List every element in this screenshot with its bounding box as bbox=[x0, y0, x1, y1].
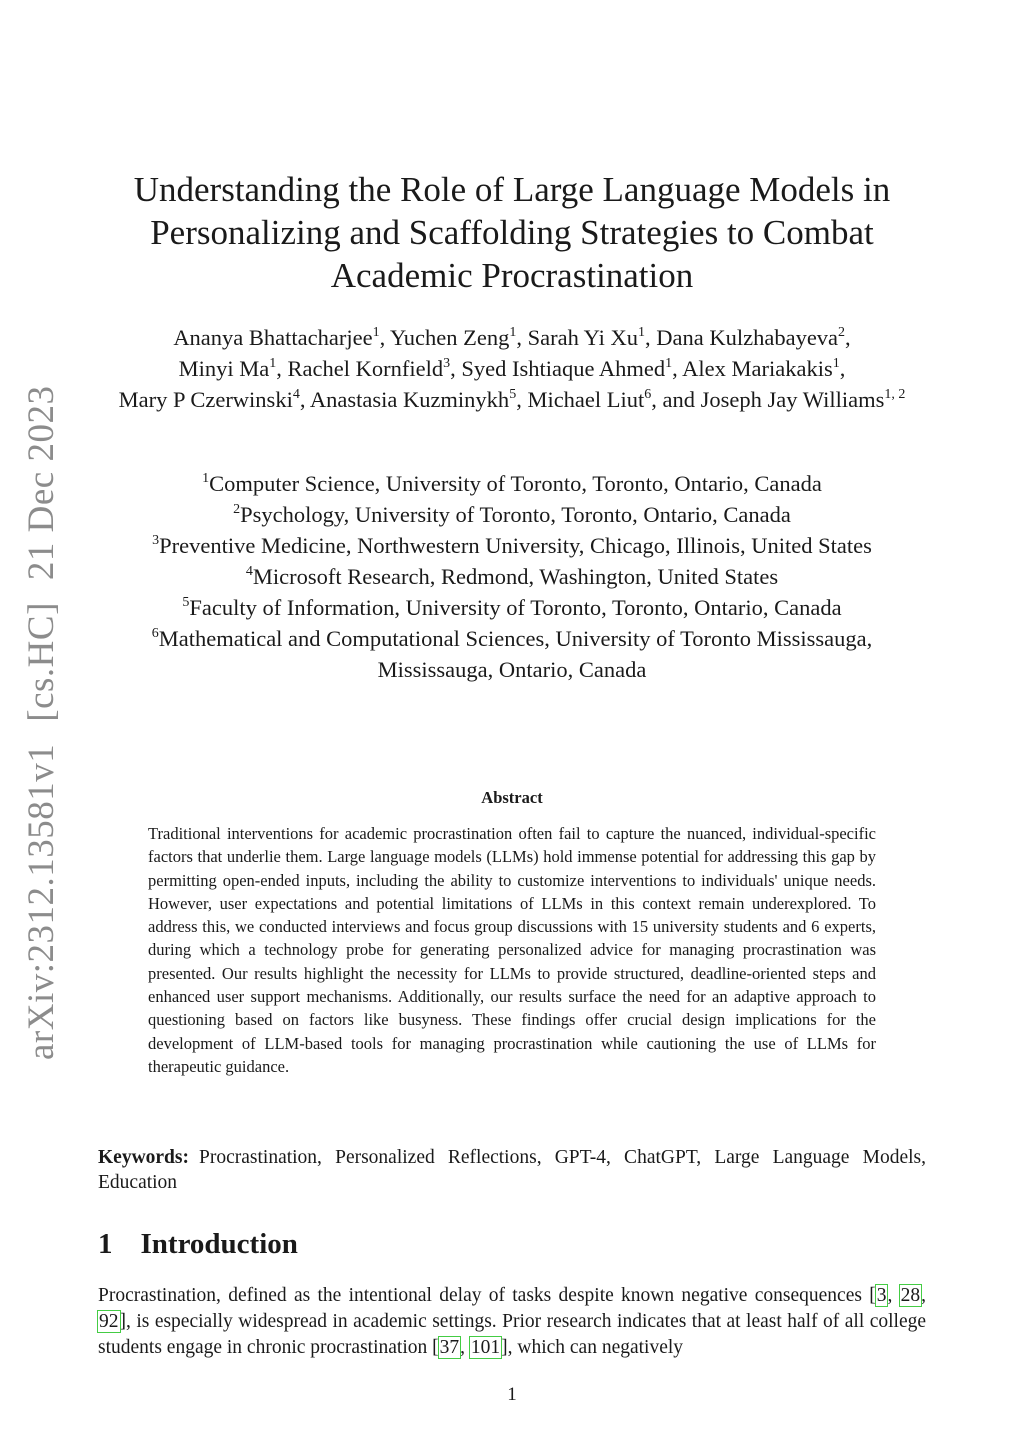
affiliation-text: Mathematical and Computational Sciences, University of Toronto Mississauga, Mississauga, Ontario, Canada bbox=[158, 626, 873, 682]
affiliation bbox=[110, 592, 914, 623]
author-name: Syed Ishtiaque Ahmed bbox=[461, 356, 666, 381]
keywords bbox=[98, 1145, 926, 1195]
affiliation-number: 5 bbox=[182, 595, 190, 610]
citation-link[interactable]: 101 bbox=[470, 1337, 501, 1358]
author-affiliation-mark: 1 bbox=[269, 356, 277, 371]
author-line: Mary P Czerwinski$^4$, Anastasia Kuzminykh$^5$, Michael Liut$^6$, and Joseph Jay Williams$^{1, 2}$ bbox=[118, 387, 906, 412]
affiliation bbox=[110, 623, 914, 685]
affiliation bbox=[110, 530, 914, 561]
abstract-heading: Abstract bbox=[481, 788, 543, 807]
affiliation-number: 1 bbox=[202, 471, 210, 486]
keywords-text: Procrastination, Personalized Reflections, GPT-4, ChatGPT, Large Language Models, Education bbox=[98, 1147, 926, 1193]
author-name: Michael Liut bbox=[527, 387, 645, 412]
citation-link[interactable]: 92 bbox=[99, 1311, 119, 1332]
affiliation-text: Microsoft Research, Redmond, Washington, United States bbox=[252, 564, 779, 589]
affiliation-number: 2 bbox=[233, 502, 241, 517]
author-list bbox=[100, 322, 924, 415]
abstract-body: Traditional interventions for academic procrastination often fail to capture the nuanced, individual-specific factors that underlie them. Large language models (LLMs) hold immense potential for addressing this gap by permitting open-ended inputs, including the ability to customize interventions to individuals' unique needs. However, user expectations and potential limitations of LLMs in this context remain underexplored. To address this, we conducted interviews and focus group discussions with 15 university students and 6 experts, during which a technology probe for generating personalized advice for managing procrastination was presented. Our results highlight the necessity for LLMs to provide structured, deadline-oriented steps and enhanced user support mechanisms. Additionally, our results surface the need for an adaptive approach to questioning based on factors like busyness. These findings offer crucial design implications for the development of LLM-based tools for managing procrastination while cautioning the use of LLMs for therapeutic guidance. bbox=[148, 824, 876, 1076]
intro-text: Procrastination, defined as the intentional delay of tasks despite known negative consequences bbox=[98, 1285, 870, 1306]
affiliation-number: 4 bbox=[245, 564, 253, 579]
author-name: Anastasia Kuzminykh bbox=[309, 387, 510, 412]
affiliation-text: Faculty of Information, University of Toronto, Toronto, Ontario, Canada bbox=[189, 595, 842, 620]
title-line: Personalizing and Scaffolding Strategies to Combat bbox=[150, 213, 874, 252]
affiliation-list bbox=[110, 468, 914, 685]
author-name: Dana Kulzhabayeva bbox=[656, 325, 839, 350]
citation-link[interactable]: 3 bbox=[876, 1285, 887, 1306]
author-name: Ananya Bhattacharjee bbox=[173, 325, 373, 350]
author-affiliation-mark: 1 bbox=[509, 325, 517, 340]
section-heading bbox=[98, 1228, 298, 1261]
author-affiliation-mark: 3 bbox=[443, 356, 451, 371]
author-affiliation-mark: 5 bbox=[509, 387, 517, 402]
page-number: 1 bbox=[507, 1384, 517, 1405]
affiliation-text: Computer Science, University of Toronto, Toronto, Ontario, Canada bbox=[209, 471, 822, 496]
author-name: Sarah Yi Xu bbox=[527, 325, 639, 350]
paper-title bbox=[100, 168, 924, 297]
author-affiliation-mark: 4 bbox=[292, 387, 300, 402]
affiliation bbox=[110, 499, 914, 530]
affiliation-text: Psychology, University of Toronto, Toronto, Ontario, Canada bbox=[240, 502, 791, 527]
author-affiliation-mark: 6 bbox=[644, 387, 652, 402]
intro-text: , which can negatively bbox=[507, 1337, 684, 1358]
author-name: Mary P Czerwinski bbox=[118, 387, 293, 412]
affiliation bbox=[110, 561, 914, 592]
author-line: Ananya Bhattacharjee$^1$, Yuchen Zeng$^1$, Sarah Yi Xu$^1$, Dana Kulzhabayeva$^2$, bbox=[173, 325, 851, 350]
citation-link[interactable]: 28 bbox=[900, 1285, 921, 1306]
section-title: Introduction bbox=[140, 1228, 298, 1260]
author-name: Minyi Ma bbox=[178, 356, 270, 381]
affiliation-text: Preventive Medicine, Northwestern University, Chicago, Illinois, United States bbox=[159, 533, 872, 558]
arxiv-sidebar-stamp bbox=[20, 385, 63, 1060]
title-line: Understanding the Role of Large Language Models in bbox=[133, 170, 891, 209]
affiliation-number: 3 bbox=[152, 533, 160, 548]
author-name: Yuchen Zeng bbox=[390, 325, 510, 350]
author-name: Joseph Jay Williams bbox=[700, 387, 885, 412]
keywords-label: Keywords: bbox=[98, 1147, 189, 1168]
author-affiliation-mark: 1 bbox=[665, 356, 673, 371]
author-affiliation-mark: 1 bbox=[638, 325, 646, 340]
arxiv-category: [cs.HC] bbox=[21, 602, 62, 722]
affiliation-number: 6 bbox=[151, 626, 159, 641]
section-number: 1 bbox=[98, 1228, 113, 1260]
intro-text: , is especially widespread in academic settings. Prior research indicates that at least half of all college students engage in chronic procrastination bbox=[98, 1311, 926, 1358]
author-line: Minyi Ma$^1$, Rachel Kornfield$^3$, Syed Ishtiaque Ahmed$^1$, Alex Mariakakis$^1$, bbox=[178, 356, 846, 381]
affiliation bbox=[110, 468, 914, 499]
intro-paragraph: Procrastination, defined as the intentional delay of tasks despite known negative consequences [3, 28, 92], is especially widespread in academic settings. Prior research indicates that at least half of all college students engage in chronic procrastination [37, 101], which can negatively bbox=[98, 1285, 926, 1358]
author-name: Rachel Kornfield bbox=[287, 356, 444, 381]
author-affiliation-mark: 2 bbox=[838, 325, 846, 340]
author-name: Alex Mariakakis bbox=[682, 356, 833, 381]
author-affiliation-mark: 1 bbox=[372, 325, 380, 340]
arxiv-date: 21 Dec 2023 bbox=[21, 385, 62, 581]
author-affiliation-mark: 1 bbox=[832, 356, 840, 371]
author-affiliation-mark: 1, 2 bbox=[884, 387, 906, 402]
citation-link[interactable]: 37 bbox=[439, 1337, 460, 1358]
arxiv-id: arXiv:2312.13581v1 bbox=[21, 743, 62, 1060]
title-line: Academic Procrastination bbox=[330, 256, 694, 295]
